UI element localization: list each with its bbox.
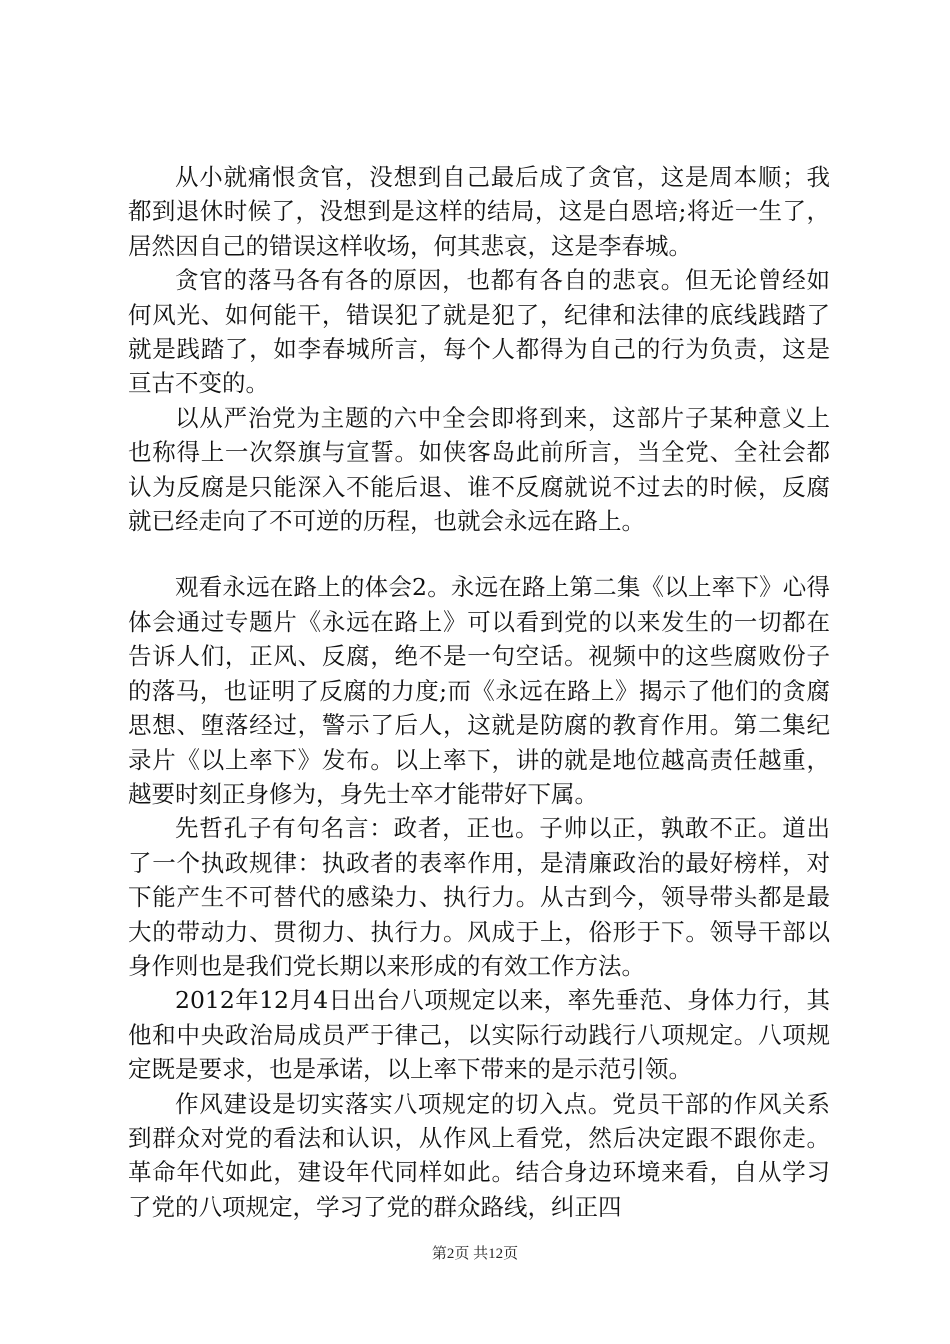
paragraph-5: 先哲孔子有句名言：政者，正也。子帅以正，孰敢不正。道出了一个执政规律：执政者的表率作用，是清廉政治的最好榜样，对下能产生不可替代的感染力、执行力。从古到今，领导带头都是最大的带动力、贯彻力、执行力。风成于上，俗形于下。领导干部以身作则也是我们党长期以来形成的有效工作方法。 [128, 814, 830, 980]
paragraph-3: 以从严治党为主题的六中全会即将到来，这部片子某种意义上也称得上一次祭旗与宣誓。如侠客岛此前所言，当全党、全社会都认为反腐是只能深入不能后退、谁不反腐就说不过去的时候，反腐就已经走向了不可逆的历程，也就会永远在路上。 [128, 403, 830, 536]
paragraph-7: 作风建设是切实落实八项规定的切入点。党员干部的作风关系到群众对党的看法和认识，从作风上看党，然后决定跟不跟你走。革命年代如此，建设年代同样如此。结合身边环境来看，自从学习了党的八项规定，学习了党的群众路线，纠正四 [128, 1089, 830, 1221]
paragraph-2: 贪官的落马各有各的原因，也都有各自的悲哀。但无论曾经如何风光、如何能干，错误犯了就是犯了，纪律和法律的底线践踏了就是践踏了，如李春城所言，每个人都得为自己的行为负责，这是亘古不变的。 [128, 266, 830, 398]
document-body [128, 160, 830, 1224]
paragraph-4: 观看永远在路上的体会2。永远在路上第二集《以上率下》心得体会通过专题片《永远在路上》可以看到党的以来发生的一切都在告诉人们，正风、反腐，绝不是一句空话。视频中的这些腐败份子的落马，也证明了反腐的力度;而《永远在路上》揭示了他们的贪腐思想、堕落经过，警示了后人，这就是防腐的教育作用。第二集纪录片《以上率下》发布。以上率下，讲的就是地位越高责任越重，越要时刻正身修为，身先士卒才能带好下属。 [128, 573, 830, 808]
paragraph-6: 2012年12月4日出台八项规定以来，率先垂范、身体力行，其他和中央政治局成员严于律己，以实际行动践行八项规定。八项规定既是要求，也是承诺，以上率下带来的是示范引领。 [128, 986, 830, 1084]
page-number-footer: 第2页 共12页 [431, 1246, 519, 1262]
paragraph-1: 从小就痛恨贪官，没想到自己最后成了贪官，这是周本顺；我都到退休时候了，没想到是这样的结局，这是白恩培;将近一生了，居然因自己的错误这样收场，何其悲哀，这是李春城。 [128, 163, 830, 260]
paragraph-gap [128, 538, 830, 570]
